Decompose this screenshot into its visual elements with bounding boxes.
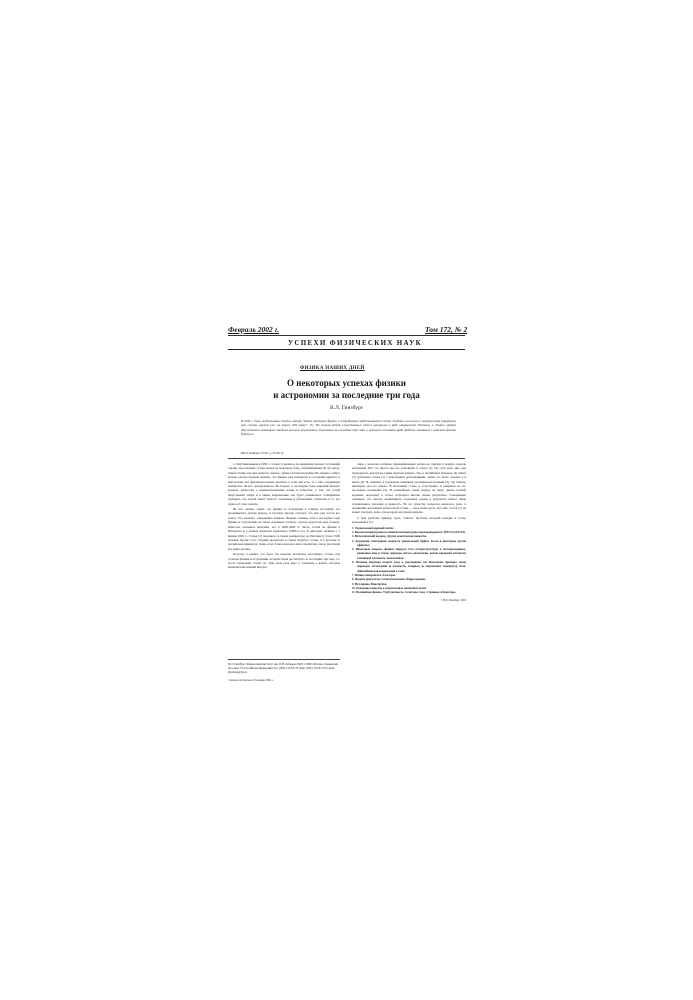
copyright: © В.Л. Гинзбург 2002 [440, 599, 466, 603]
title-line-2: и астрономии за последние три года [273, 390, 420, 400]
list-item: 4. Двумерная электронная жидкость (аномальный эффект Холла и некоторые другие эффекты). [352, 539, 466, 547]
volume-issue: Том 172, № 2 [425, 325, 468, 334]
article-title [250, 377, 443, 401]
list-item: 10. Поведение вещества в сверхсильных магнитных полях. [352, 586, 427, 590]
list-item: 1. Управляемый ядерный синтез. [352, 526, 395, 530]
paragraph: Не все, однако, знают, что физика и астрономия в течение последних лет продвинулись далеко вперед, и поэтому многие считают, что они уже почти все знают. Это, конечно, совершенно неверно. Иными словами, хотя в последние годы физика и астрономия достигли огромных успехов, сделать предстоит еще больше. Известно сказанное многими, что в 1998–2000 гг. число статей по физике в Интернете и в разных журналах превзошло 10000 в год. Я ежегодно, начиная с 1 января 2002 г., статьи [1] переписал в своем компьютере по Интернету более 3500 человек. Кроме того, сборник прочитали в самом журнале статьи, и в русском, и английском вариантах. Даже если статья оказалась мало прочитана, число читателей все равно велико. [228, 507, 340, 551]
footnote-rule [228, 659, 340, 660]
paragraph: 1. Опубликованная в 1999 г. статья [1] вызвала, по-видимому, интерес и больший отклик, чем прежние статьи автора на подобную тему, опубликованные 30 лет назад. Такой отклик, как мне кажется, связан с двумя обстоятельствами. Во-первых, сейчас весьма распространено мнение, что физика уже находится в состоянии кризиса, в ней больше нет фундаментальных проблем, а если они есть, то о них совершенно неизвестно ничего определенного. Во-вторых, в последние годы широкий интерес вызвала дискуссия о взаимоотношениях науки и общества, о том, что собой представляет наука и в каком направлении она будет развиваться. Совершенно очевидно, что любой такой "список" ограничен и субъективен. Отмечено в то, что нужно об этом сказать. [228, 462, 340, 506]
issue-date: Февраль 2002 г. [228, 325, 280, 334]
footnote [228, 663, 340, 683]
title-line-1: О некоторых успехах физики [287, 378, 406, 388]
list-item: 5. Некоторые вопросы физики твердого тела (гетероструктуры в полупроводниках, квантовые ямы и точки, переходы металл–диэлектрик, волны зарядовой плотности и спиновой плотности, мезоскопика). [352, 548, 466, 560]
pacs-numbers: PACS numbers: 01.30.–y, 01.90.+g [241, 451, 284, 455]
author-affiliation: В.Л. Гинзбург. Физический институт им. П.Н. Лебедева РАН, 119991 Москва, Ленинский проспект 53, Российская Федерация Тел. (095) 135-85-70. Факс (095) 135-85-33 E-mail: ginzburg@lpi.ru [228, 662, 338, 674]
header-rule-thick [228, 349, 465, 350]
header-rule [228, 335, 465, 336]
problem-list [352, 527, 466, 596]
list-item: 7. Физика поверхности. Кластеры. [352, 573, 396, 577]
list-item: 3. Металлический водород. Другие экзотические вещества. [352, 535, 427, 539]
section-title: ФИЗИКА НАШИХ ДНЕЙ [300, 366, 365, 371]
list-item: 6. Фазовые переходы второго рода и родственные им. Некоторые примеры таких переходов. Охлаждение (в частности, лазерное) до сверхнизких температур. Бозе-эйнштейновская конденсация в газах. [352, 561, 466, 573]
abstract-rule [228, 458, 465, 459]
right-column [352, 462, 466, 604]
list-item: 9. Фуллерены. Нанотрубки. [352, 582, 388, 586]
paragraph: связь с началом особенно принципиальных вопросов, причем в первую очередь изложения. Все это просто мы бы дополнили в статье [1]. По сути дела, мне уже приходилось выступать таким образом раньше. Так, в английском переводе [2] книги [3] добавлена статья [1] с некоторыми дополнениями, также это было сделано и в книге [4]. Я, наконец, в последнем немецком расширенном издании [5], где понять, примерно, кое-что нового. В настоящей статье я, естественно, и опираюсь на это последнее изложение [5]. В дальнейшем такой подход не будет давать полной картины, поскольку в статье затронуты многие новые результаты. Совершенно очевидно, что быстро меняющиеся отдельные задачи в результате имеют лишь ограниченное значение и важность. Но по существу вопросов оказалось рано, и понимание настоящей избыточной статьи — вера выше всего. Без них статья [1] не может смотреть роли, для которой она предназначена. [352, 462, 466, 515]
paragraph: 2. Для удобства приведу здесь "список" проблем, который исходил в статье изложения в [5]. [352, 515, 466, 525]
received-date: Статья поступила 10 января 2002 г. [228, 677, 274, 682]
list-item: 8. Жидкие кристаллы. Сегнетоэлектрики. Ферротороики. [352, 578, 426, 582]
list-item: 11. Нелинейная физика. Турбулентность. Солитоны. Хаос. Странные аттракторы. [352, 591, 457, 595]
list-item: 2. Высокотемпературная и комнатнотемпературная сверхпроводимость (ВТСП и КТСП). [352, 530, 466, 534]
article-author: В.Л. Гинзбург [330, 405, 363, 411]
paragraph: Поэтому я решил, что было бы полезно посвятить настоящую статью тем успехам физики и астрономии, которые были достигнуты за последние три года, т.е. после написания статьи [1]. При этом речь идет в основном о вещах, которые вызвали наибольший интерес. [228, 552, 340, 570]
left-column [228, 462, 340, 571]
abstract: В 1999 г. была опубликована статья автора "Какие проблемы физики и астрофизики представляются сейчас особенно важными и интересными (тридцать лет спустя, причем уже на пороге XXI века)?" [1]. Но сколько-нибудь существенные сдвиги произошли в ряде направлений. Поэтому в статье кратко обсуждаются некоторые наиболее важные результаты, полученные за последние три года, и освещено состояние ряда проблем, связанных с задачами физики будущего. [241, 419, 456, 436]
journal-title: УСПЕХИ ФИЗИЧЕСКИХ НАУК [288, 339, 423, 347]
